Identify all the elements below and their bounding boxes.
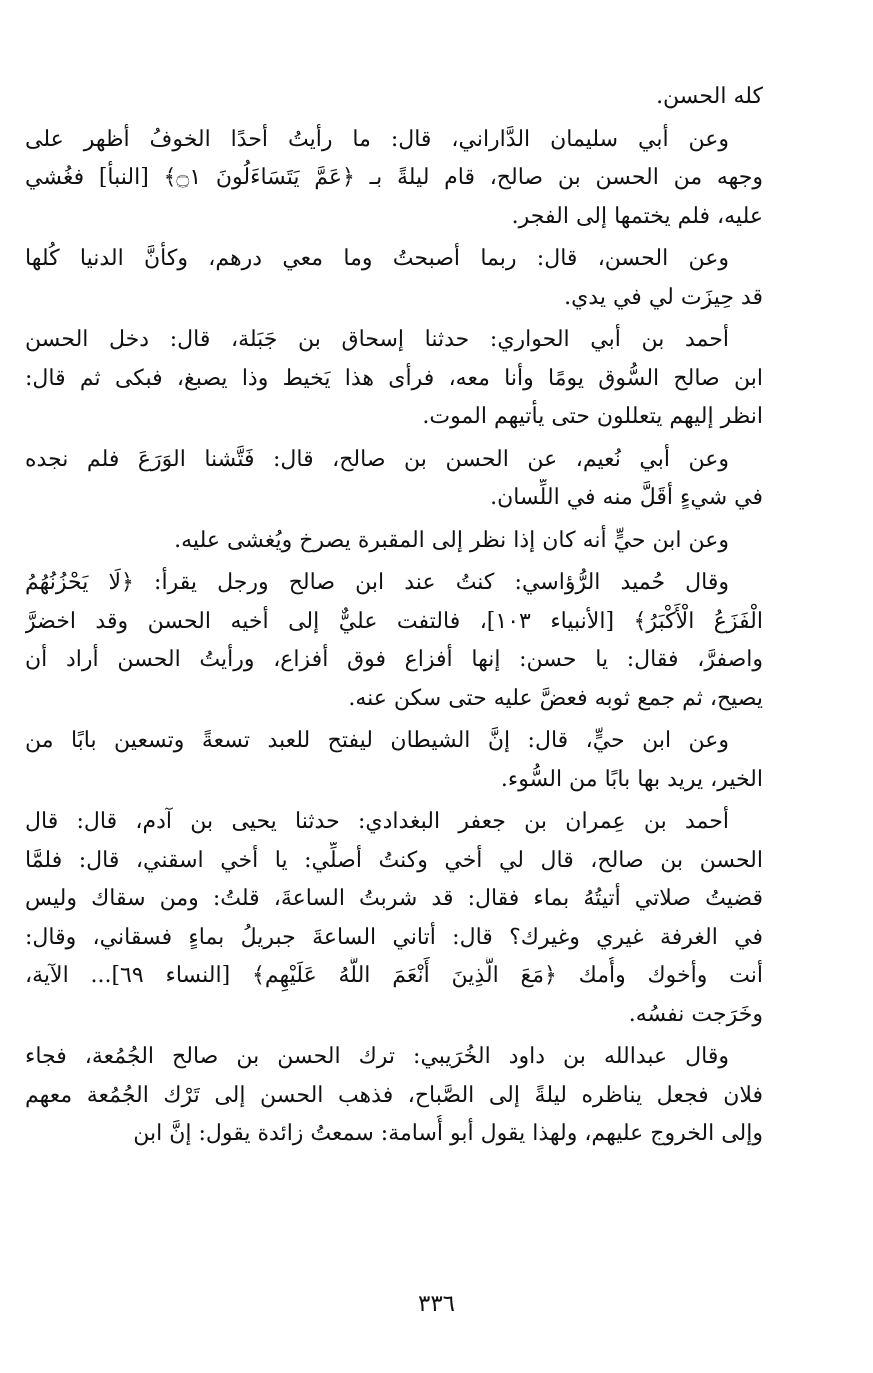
text-line: قد حِيزَت لي في يدي.	[564, 284, 763, 310]
text-line: في شيءٍ أقَلَّ منه في اللِّسان.	[490, 485, 763, 510]
paragraph	[25, 1038, 763, 1154]
text-line: وجهه من الحسن بن صالح، قام ليلةً بـ ﴿عَمَّ يَتَسَاءَلُونَ ۝١﴾ [النبأ] فغُشي	[25, 165, 763, 190]
text-line: أنت وأخوك وأُمك ﴿مَعَ الَّذِينَ أَنْعَمَ اللَّهُ عَلَيْهِم﴾ [النساء ٦٩]... الآية،	[25, 963, 763, 988]
text-line: الحسن بن صالح، قال لي أخي وكنتُ أصلِّي: يا أخي اسقني، قال: فلمَّا	[25, 847, 763, 873]
paragraph	[25, 321, 763, 437]
text-line: الْفَزَعُ الْأَكْبَرُ﴾ [الأنبياء ١٠٣]، فالتفت عليٌّ إلى أخيه الحسن وقد اخضرَّ	[25, 608, 763, 634]
text-line: وعن ابن حيٍّ أنه كان إذا نظر إلى المقبرة يصرخ ويُغشى عليه.	[174, 527, 729, 553]
text-line: فلان فجعل يناظره ليلةً إلى الصَّباح، فذهب الحسن إلى تَرْك الجُمُعة معهم	[25, 1082, 763, 1108]
paragraph	[25, 441, 763, 518]
text-line: الخير، يريد بها بابًا من السُّوء.	[500, 766, 763, 792]
text-line: أحمد بن أبي الحواري: حدثنا إسحاق بن جَبَلة، قال: دخل الحسن	[25, 327, 729, 352]
text-line: انظر إليهم يتعللون حتى يأتيهم الموت.	[422, 404, 763, 429]
paragraph	[25, 722, 763, 799]
text-line: وخَرَجت نفسُه.	[628, 1001, 763, 1027]
text-line: وإلى الخروج عليهم، ولهذا يقول أبو أُسامة: سمعتُ زائدة يقول: إنَّ ابن	[133, 1121, 763, 1146]
text-line: واصفرَّ، فقال: يا حسن: إنها أفزاع فوق أفزاع، ورأيتُ الحسن أراد أن	[25, 647, 763, 672]
text-line: وقال عبدالله بن داود الخُرَيبي: ترك الحسن بن صالح الجُمُعة، فجاء	[25, 1044, 729, 1069]
text-line: وعن ابن حيٍّ، قال: إنَّ الشيطان ليفتح للعبد تسعةً وتسعين بابًا من	[25, 728, 729, 753]
text-line: ابن صالح السُّوق يومًا وأنا معه، فرأى هذا يَخيط وذا يصبغ، فبكى ثم قال:	[25, 365, 763, 391]
text-line: وعن الحسن، قال: ربما أصبحتُ وما معي درهم، وكأنَّ الدنيا كُلها	[25, 246, 729, 271]
paragraph	[25, 240, 763, 317]
text-line: أحمد بن عِمران بن جعفر البغدادي: حدثنا يحيى بن آدم، قال: قال	[25, 809, 729, 834]
paragraph	[25, 78, 763, 117]
paragraph	[25, 803, 763, 1034]
text-line: في الغرفة غيري وغيرك؟ قال: أتاني الساعةَ جبريلُ بماءٍ فسقاني، وقال:	[25, 924, 763, 950]
text-line: يصيح، ثم جمع ثوبه فعضَّ عليه حتى سكن عنه.	[348, 685, 763, 711]
text-line: وعن أبي نُعيم، عن الحسن بن صالح، قال: فَتَّشنا الوَرَعَ فلم نجده	[25, 446, 729, 472]
text-line: وعن أبي سليمان الدَّاراني، قال: ما رأيتُ أحدًا الخوفُ أظهر على	[25, 126, 729, 152]
page-number: ٣٣٦	[417, 1291, 456, 1317]
text-line: وقال حُميد الرُّؤاسي: كنتُ عند ابن صالح ورجل يقرأ: ﴿لَا يَحْزُنُهُمُ	[25, 570, 729, 595]
text-line: عليه، فلم يختمها إلى الفجر.	[511, 203, 763, 229]
paragraph	[25, 522, 763, 561]
page-body	[25, 78, 763, 1278]
paragraph	[25, 564, 763, 718]
paragraph	[25, 121, 763, 237]
text-line: كله الحسن.	[656, 84, 763, 109]
text-line: قضيتُ صلاتي أتيتُهُ بماء فقال: قد شربتُ الساعةَ، قلتُ: ومن سقاك وليس	[25, 886, 763, 911]
